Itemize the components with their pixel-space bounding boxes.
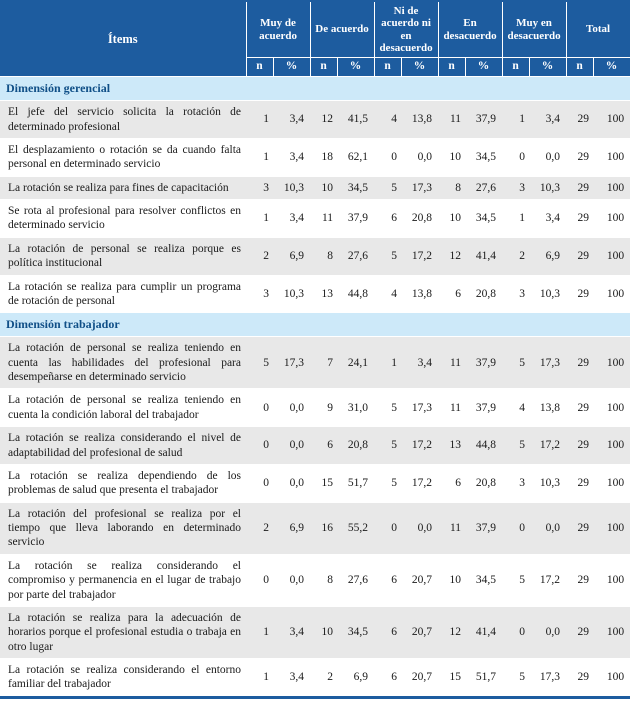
n-value: 10 — [310, 176, 337, 199]
n-value: 0 — [246, 464, 273, 502]
sub-header-pct: % — [529, 58, 566, 77]
item-row — [0, 200, 630, 238]
item-text: La rotación de personal se realiza porque es política institucional — [0, 237, 246, 275]
n-value: 0 — [502, 606, 529, 658]
n-value: 3 — [246, 275, 273, 313]
item-row — [0, 659, 630, 698]
pct-value: 100 — [593, 554, 630, 606]
item-row — [0, 554, 630, 606]
n-value: 29 — [566, 659, 593, 698]
pct-value: 100 — [593, 101, 630, 139]
n-value: 5 — [374, 464, 401, 502]
n-value: 0 — [246, 389, 273, 427]
section-header-row — [0, 77, 630, 101]
pct-value: 0,0 — [273, 389, 310, 427]
n-value: 10 — [438, 138, 465, 176]
item-row — [0, 389, 630, 427]
sub-header-pct: % — [465, 58, 502, 77]
pct-value: 10,3 — [529, 275, 566, 313]
n-value: 6 — [374, 606, 401, 658]
n-value: 7 — [310, 337, 337, 389]
pct-value: 41,4 — [465, 237, 502, 275]
n-value: 1 — [502, 200, 529, 238]
n-value: 29 — [566, 138, 593, 176]
n-value: 15 — [438, 659, 465, 698]
pct-value: 34,5 — [465, 200, 502, 238]
item-text: El desplazamiento o rotación se da cuando falta personal en determinado servicio — [0, 138, 246, 176]
pct-value: 3,4 — [401, 337, 438, 389]
table-body — [0, 77, 630, 698]
n-value: 29 — [566, 502, 593, 554]
pct-value: 13,8 — [401, 275, 438, 313]
pct-value: 100 — [593, 427, 630, 465]
pct-value: 62,1 — [337, 138, 374, 176]
pct-value: 10,3 — [529, 464, 566, 502]
pct-value: 17,2 — [401, 237, 438, 275]
n-value: 5 — [374, 237, 401, 275]
n-value: 11 — [438, 389, 465, 427]
n-value: 3 — [502, 275, 529, 313]
pct-value: 34,5 — [465, 554, 502, 606]
n-value: 18 — [310, 138, 337, 176]
n-value: 3 — [502, 464, 529, 502]
pct-value: 13,8 — [401, 101, 438, 139]
n-value: 10 — [310, 606, 337, 658]
n-value: 1 — [246, 138, 273, 176]
pct-value: 17,2 — [529, 554, 566, 606]
pct-value: 100 — [593, 659, 630, 698]
item-text: La rotación se realiza para fines de capacitación — [0, 176, 246, 199]
item-row — [0, 138, 630, 176]
header-muy-de-acuerdo: Muy de acuerdo — [246, 1, 310, 58]
item-text: La rotación se realiza para la adecuación de horarios porque el profesional estudia o trabaja en otro lugar — [0, 606, 246, 658]
pct-value: 100 — [593, 176, 630, 199]
n-value: 1 — [246, 659, 273, 698]
pct-value: 17,2 — [401, 427, 438, 465]
n-value: 6 — [310, 427, 337, 465]
sub-header-pct: % — [273, 58, 310, 77]
n-value: 29 — [566, 101, 593, 139]
n-value: 29 — [566, 237, 593, 275]
table-header — [0, 1, 630, 77]
sub-header-n: n — [566, 58, 593, 77]
pct-value: 10,3 — [529, 176, 566, 199]
n-value: 29 — [566, 200, 593, 238]
n-value: 11 — [438, 337, 465, 389]
pct-value: 100 — [593, 606, 630, 658]
section-title: Dimensión trabajador — [0, 313, 630, 337]
n-value: 2 — [246, 502, 273, 554]
n-value: 9 — [310, 389, 337, 427]
item-row — [0, 176, 630, 199]
n-value: 5 — [374, 176, 401, 199]
n-value: 4 — [502, 389, 529, 427]
n-value: 6 — [374, 659, 401, 698]
n-value: 29 — [566, 176, 593, 199]
pct-value: 6,9 — [337, 659, 374, 698]
item-text: La rotación se realiza considerando el entorno familiar del trabajador — [0, 659, 246, 698]
n-value: 10 — [438, 200, 465, 238]
pct-value: 100 — [593, 138, 630, 176]
sub-header-n: n — [246, 58, 273, 77]
section-title: Dimensión gerencial — [0, 77, 630, 101]
n-value: 0 — [502, 502, 529, 554]
pct-value: 17,3 — [401, 389, 438, 427]
pct-value: 3,4 — [273, 101, 310, 139]
pct-value: 6,9 — [273, 237, 310, 275]
n-value: 4 — [374, 275, 401, 313]
n-value: 6 — [438, 464, 465, 502]
pct-value: 100 — [593, 502, 630, 554]
pct-value: 0,0 — [529, 502, 566, 554]
n-value: 12 — [438, 237, 465, 275]
n-value: 13 — [438, 427, 465, 465]
pct-value: 0,0 — [529, 606, 566, 658]
pct-value: 20,7 — [401, 606, 438, 658]
pct-value: 20,7 — [401, 554, 438, 606]
pct-value: 44,8 — [337, 275, 374, 313]
pct-value: 34,5 — [337, 606, 374, 658]
n-value: 29 — [566, 427, 593, 465]
pct-value: 20,7 — [401, 659, 438, 698]
pct-value: 27,6 — [337, 237, 374, 275]
n-value: 5 — [502, 554, 529, 606]
n-value: 0 — [246, 427, 273, 465]
pct-value: 17,3 — [401, 176, 438, 199]
pct-value: 13,8 — [529, 389, 566, 427]
item-text: Se rota al profesional para resolver conflictos en determinado servicio — [0, 200, 246, 238]
n-value: 11 — [438, 502, 465, 554]
n-value: 0 — [374, 138, 401, 176]
item-row — [0, 502, 630, 554]
item-row — [0, 337, 630, 389]
n-value: 2 — [246, 237, 273, 275]
pct-value: 100 — [593, 275, 630, 313]
sub-header-pct: % — [337, 58, 374, 77]
n-value: 11 — [438, 101, 465, 139]
sub-header-n: n — [438, 58, 465, 77]
sub-header-pct: % — [401, 58, 438, 77]
n-value: 1 — [502, 101, 529, 139]
pct-value: 37,9 — [465, 502, 502, 554]
pct-value: 44,8 — [465, 427, 502, 465]
n-value: 0 — [374, 502, 401, 554]
pct-value: 17,3 — [529, 659, 566, 698]
pct-value: 6,9 — [529, 237, 566, 275]
n-value: 29 — [566, 464, 593, 502]
n-value: 4 — [374, 101, 401, 139]
sub-header-pct: % — [593, 58, 630, 77]
pct-value: 0,0 — [273, 554, 310, 606]
n-value: 15 — [310, 464, 337, 502]
pct-value: 17,2 — [401, 464, 438, 502]
n-value: 1 — [374, 337, 401, 389]
n-value: 6 — [374, 200, 401, 238]
pct-value: 41,4 — [465, 606, 502, 658]
pct-value: 34,5 — [337, 176, 374, 199]
pct-value: 20,8 — [465, 275, 502, 313]
pct-value: 3,4 — [529, 200, 566, 238]
item-row — [0, 237, 630, 275]
pct-value: 51,7 — [465, 659, 502, 698]
items-column-header: Ítems — [0, 1, 246, 77]
pct-value: 3,4 — [273, 200, 310, 238]
pct-value: 10,3 — [273, 275, 310, 313]
n-value: 29 — [566, 337, 593, 389]
item-text: La rotación se realiza considerando el compromiso y permanencia en el lugar de trabajo por parte del trabajador — [0, 554, 246, 606]
pct-value: 24,1 — [337, 337, 374, 389]
item-text: La rotación se realiza para cumplir un programa de rotación de personal — [0, 275, 246, 313]
item-text: La rotación de personal se realiza teniendo en cuenta la condición laboral del trabajador — [0, 389, 246, 427]
n-value: 5 — [502, 427, 529, 465]
sub-header-n: n — [502, 58, 529, 77]
n-value: 8 — [310, 554, 337, 606]
pct-value: 37,9 — [465, 101, 502, 139]
n-value: 8 — [438, 176, 465, 199]
pct-value: 3,4 — [529, 101, 566, 139]
n-value: 11 — [310, 200, 337, 238]
pct-value: 55,2 — [337, 502, 374, 554]
pct-value: 10,3 — [273, 176, 310, 199]
item-text: La rotación se realiza dependiendo de los problemas de salud que presenta el trabajador — [0, 464, 246, 502]
n-value: 2 — [310, 659, 337, 698]
n-value: 3 — [246, 176, 273, 199]
pct-value: 41,5 — [337, 101, 374, 139]
pct-value: 37,9 — [337, 200, 374, 238]
item-text: La rotación del profesional se realiza por el tiempo que lleva laborando en determinado servicio — [0, 502, 246, 554]
n-value: 29 — [566, 554, 593, 606]
pct-value: 51,7 — [337, 464, 374, 502]
n-value: 29 — [566, 389, 593, 427]
pct-value: 17,3 — [273, 337, 310, 389]
pct-value: 0,0 — [401, 138, 438, 176]
pct-value: 37,9 — [465, 389, 502, 427]
pct-value: 0,0 — [273, 427, 310, 465]
pct-value: 6,9 — [273, 502, 310, 554]
n-value: 0 — [246, 554, 273, 606]
n-value: 29 — [566, 606, 593, 658]
pct-value: 0,0 — [401, 502, 438, 554]
n-value: 12 — [310, 101, 337, 139]
n-value: 8 — [310, 237, 337, 275]
n-value: 5 — [246, 337, 273, 389]
pct-value: 3,4 — [273, 138, 310, 176]
n-value: 6 — [374, 554, 401, 606]
pct-value: 34,5 — [465, 138, 502, 176]
n-value: 2 — [502, 237, 529, 275]
group-header-row — [0, 1, 630, 58]
item-text: La rotación de personal se realiza teniendo en cuenta las habilidades del profesional para desempeñarse en determinado servicio — [0, 337, 246, 389]
pct-value: 100 — [593, 237, 630, 275]
pct-value: 20,8 — [401, 200, 438, 238]
pct-value: 0,0 — [529, 138, 566, 176]
item-row — [0, 101, 630, 139]
pct-value: 0,0 — [273, 464, 310, 502]
n-value: 3 — [502, 176, 529, 199]
n-value: 1 — [246, 606, 273, 658]
n-value: 29 — [566, 275, 593, 313]
header-de-acuerdo: De acuerdo — [310, 1, 374, 58]
pct-value: 20,8 — [337, 427, 374, 465]
item-text: El jefe del servicio solicita la rotación de determinado profesional — [0, 101, 246, 139]
n-value: 5 — [502, 659, 529, 698]
pct-value: 17,2 — [529, 427, 566, 465]
n-value: 13 — [310, 275, 337, 313]
item-row — [0, 275, 630, 313]
pct-value: 37,9 — [465, 337, 502, 389]
header-en-desacuerdo: En desacuerdo — [438, 1, 502, 58]
item-row — [0, 606, 630, 658]
sub-header-n: n — [374, 58, 401, 77]
n-value: 12 — [438, 606, 465, 658]
n-value: 1 — [246, 101, 273, 139]
pct-value: 27,6 — [465, 176, 502, 199]
pct-value: 3,4 — [273, 659, 310, 698]
pct-value: 100 — [593, 464, 630, 502]
pct-value: 100 — [593, 389, 630, 427]
pct-value: 27,6 — [337, 554, 374, 606]
n-value: 5 — [374, 389, 401, 427]
pct-value: 17,3 — [529, 337, 566, 389]
item-text: La rotación se realiza considerando el nivel de adaptabilidad del profesional de salud — [0, 427, 246, 465]
item-row — [0, 427, 630, 465]
n-value: 5 — [374, 427, 401, 465]
header-total: Total — [566, 1, 630, 58]
pct-value: 31,0 — [337, 389, 374, 427]
sub-header-n: n — [310, 58, 337, 77]
pct-value: 20,8 — [465, 464, 502, 502]
pct-value: 3,4 — [273, 606, 310, 658]
n-value: 6 — [438, 275, 465, 313]
n-value: 0 — [502, 138, 529, 176]
section-header-row — [0, 313, 630, 337]
n-value: 10 — [438, 554, 465, 606]
n-value: 1 — [246, 200, 273, 238]
n-value: 5 — [502, 337, 529, 389]
header-muy-en-desacuerdo: Muy en desacuerdo — [502, 1, 566, 58]
n-value: 16 — [310, 502, 337, 554]
item-row — [0, 464, 630, 502]
header-ni-de-acuerdo-ni-en-desacuerdo: Ni de acuerdo ni en desacuerdo — [374, 1, 438, 58]
pct-value: 100 — [593, 200, 630, 238]
pct-value: 100 — [593, 337, 630, 389]
